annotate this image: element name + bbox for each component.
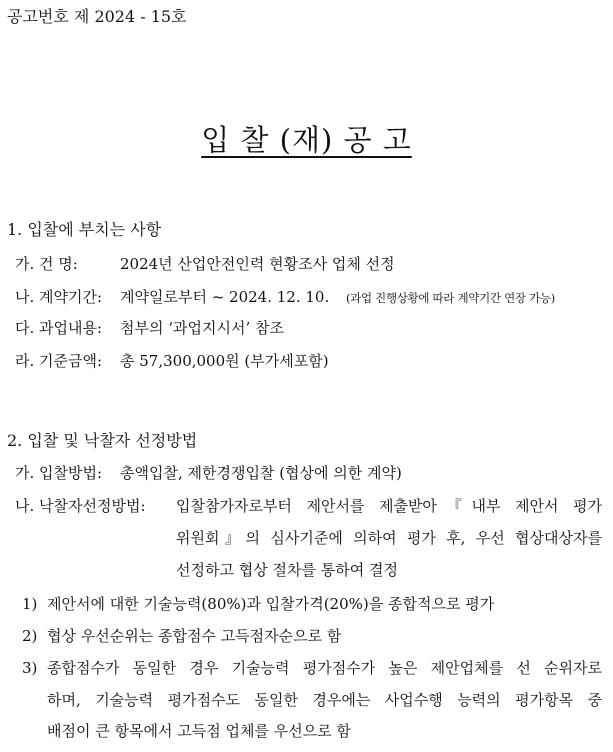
numbered-item-number: 2) <box>22 627 38 645</box>
numbered-item-line: 하며, 기술능력 평가점수도 동일한 경우에는 사업수행 능력의 평가항목 중 <box>47 691 602 709</box>
section1-heading: 1. 입찰에 부치는 사항 <box>7 220 162 239</box>
section2-method-text: 총액입찰, 제한경쟁입찰 (협상에 의한 계약) <box>120 464 402 482</box>
document-title <box>0 121 613 159</box>
section1-item-scope-text: 첨부의 ‘과업지시서’ 참조 <box>120 319 284 337</box>
section1-item-period-text: 계약일로부터 ~ 2024. 12. 10. <box>120 288 330 306</box>
section1-item-amount-label: 라. 기준금액: <box>15 352 103 370</box>
numbered-item-line: 협상 우선순위는 종합점수 고득점자순으로 함 <box>47 627 342 645</box>
section2-selection-label: 나. 낙찰자선정방법: <box>15 497 146 515</box>
section1-item-scope-label: 다. 과업내용: <box>15 319 103 337</box>
numbered-item-number: 1) <box>22 595 38 613</box>
section2-method-label: 가. 입찰방법: <box>15 464 103 482</box>
document-title-text: 입 찰 (재) 공 고 <box>201 123 412 157</box>
numbered-item-line: 종합점수가 동일한 경우 기술능력 평가점수가 높은 제안업체를 선 순위자로 <box>47 659 602 677</box>
section2-selection-line: 선정하고 협상 절차를 통하여 결정 <box>176 561 398 579</box>
section2-heading: 2. 입찰 및 낙찰자 선정방법 <box>7 431 198 450</box>
section1-item-name-text: 2024년 산업안전인력 현황조사 업체 선정 <box>120 255 395 273</box>
section2-selection-line: 입찰참가자로부터 제안서를 제출받아『내부 제안서 평가 <box>176 497 602 515</box>
section1-item-amount-text: 총 57,300,000원 (부가세포함) <box>120 352 329 370</box>
section1-item-name-label: 가. 건 명: <box>15 255 78 273</box>
notice-number: 공고번호 제 2024 - 15호 <box>7 7 187 26</box>
section2-selection-line: 위원회』의 심사기준에 의하여 평가 후, 우선 협상대상자를 <box>176 529 602 547</box>
section1-item-period-note: (과업 진행상황에 따라 계약기간 연장 가능) <box>346 291 555 305</box>
numbered-item-number: 3) <box>22 659 38 677</box>
numbered-item-line: 배점이 큰 항목에서 고득점 업체를 우선으로 함 <box>47 722 351 740</box>
section1-item-period-label: 나. 계약기간: <box>15 288 103 306</box>
numbered-item-line: 제안서에 대한 기술능력(80%)과 입찰가격(20%)을 종합적으로 평가 <box>47 595 495 613</box>
